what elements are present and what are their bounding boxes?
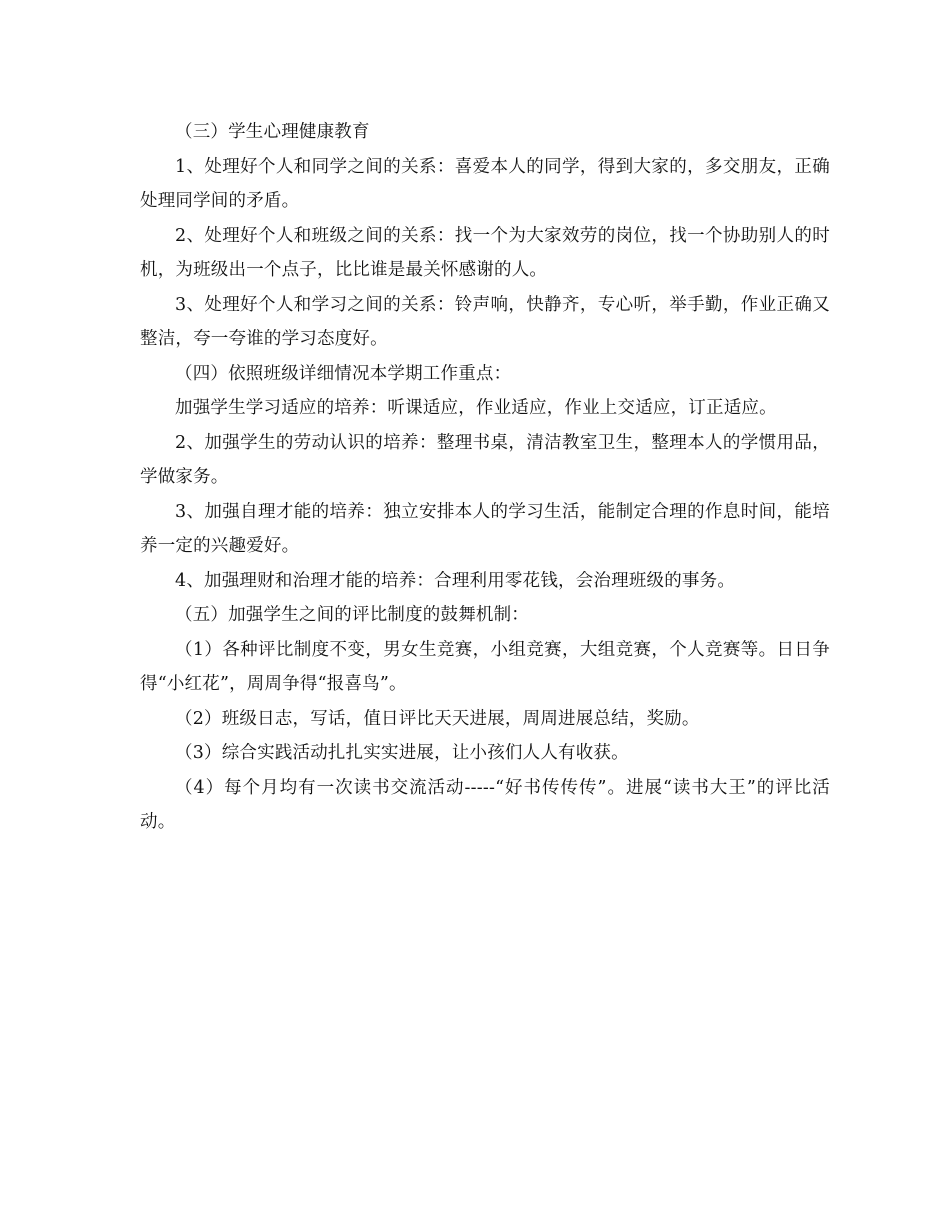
paragraph-item: （2）班级日志，写话，值日评比天天进展，周周进展总结，奖励。 [175, 708, 700, 729]
paragraph-item: 1、处理好个人和同学之间的关系：喜爱本人的同学，得到大家的，多交朋友，正确处理同学间的矛盾。 [140, 156, 830, 211]
section-heading-three: （三）学生心理健康教育 [175, 122, 370, 142]
paragraph-item: 2、处理好个人和班级之间的关系：找一个为大家效劳的岗位，找一个协助别人的时机，为班级出一个点子，比比谁是最关怀感谢的人。 [140, 225, 830, 280]
document-body [140, 115, 830, 840]
paragraph-item: （4）每个月均有一次读书交流活动-----“好书传传传”。进展“读书大王”的评比活动。 [140, 777, 830, 832]
paragraph-item: （3）综合实践活动扎扎实实进展，让小孩们人人有收获。 [175, 743, 629, 763]
paragraph-item: 4、加强理财和治理才能的培养：合理利用零花钱，会治理班级的事务。 [175, 570, 736, 591]
paragraph-item: （1）各种评比制度不变，男女生竞赛，小组竞赛，大组竞赛，个人竞赛等。日日争得“小红花”，周周争得“报喜鸟”。 [140, 639, 830, 694]
paragraph-item: 加强学生学习适应的培养：听课适应，作业适应，作业上交适应，订正适应。 [175, 398, 777, 418]
paragraph-item: 3、处理好个人和学习之间的关系：铃声响，快静齐，专心听，举手勤，作业正确又整洁，夸一夸谁的学习态度好。 [140, 294, 830, 349]
paragraph-item: 2、加强学生的劳动认识的培养：整理书桌，清洁教室卫生，整理本人的学惯用品，学做家务。 [140, 432, 830, 487]
section-heading-four: （四）依照班级详细情况本学期工作重点： [175, 363, 512, 384]
section-heading-five: （五）加强学生之间的评比制度的鼓舞机制： [175, 605, 529, 625]
paragraph-item: 3、加强自理才能的培养：独立安排本人的学习生活，能制定合理的作息时间，能培养一定的兴趣爱好。 [140, 501, 830, 556]
